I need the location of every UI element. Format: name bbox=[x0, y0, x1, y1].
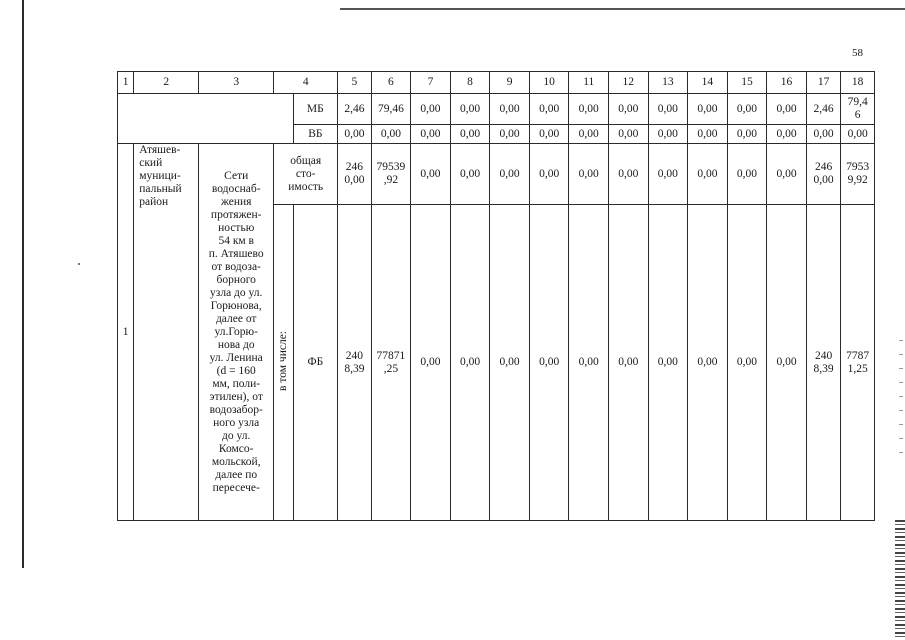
table-cell: 0,00 bbox=[688, 94, 728, 125]
row-label: общая сто- имость bbox=[274, 144, 338, 205]
table-cell: 0,00 bbox=[529, 125, 569, 144]
table-cell: 0,00 bbox=[411, 205, 451, 521]
budget-table bbox=[117, 71, 875, 521]
col-header: 6 bbox=[371, 72, 411, 94]
table-cell: 0,00 bbox=[648, 125, 688, 144]
page-number: 58 bbox=[852, 47, 863, 59]
table-cell: 0,00 bbox=[688, 205, 728, 521]
col-header: 3 bbox=[199, 72, 274, 94]
col-header: 18 bbox=[841, 72, 875, 94]
table-cell: 0,00 bbox=[569, 144, 609, 205]
table-cell: 240 8,39 bbox=[338, 205, 371, 521]
table-cell: 0,00 bbox=[609, 94, 649, 125]
object-description: Сети водоснаб- жения протяжен- ностью 54 км в п. Атяшево от водоза- борного узла до ул. Горюнова, далее от ул.Горю- нова до ул. Ленина (d = 160 мм, поли- этилен), от водозабор- ного узла до ул. Комсо- мольской, далее по пересече- bbox=[199, 144, 274, 521]
scan-top-edge bbox=[340, 8, 905, 10]
table-cell: 7953 9,92 bbox=[841, 144, 875, 205]
table-cell: 0,00 bbox=[609, 205, 649, 521]
table-cell: 246 0,00 bbox=[806, 144, 841, 205]
table-cell: 2,46 bbox=[806, 94, 841, 125]
table-cell: 0,00 bbox=[688, 144, 728, 205]
table-cell: 0,00 bbox=[490, 205, 530, 521]
col-header: 17 bbox=[806, 72, 841, 94]
row-label: МБ bbox=[293, 94, 338, 125]
col-header: 10 bbox=[529, 72, 569, 94]
table-cell: 0,00 bbox=[529, 144, 569, 205]
table-cell: 0,00 bbox=[450, 144, 490, 205]
table-cell: 0,00 bbox=[727, 205, 767, 521]
table-cell: 0,00 bbox=[609, 125, 649, 144]
table-cell: 0,00 bbox=[688, 125, 728, 144]
table-cell: 0,00 bbox=[371, 125, 411, 144]
table-cell: 0,00 bbox=[529, 205, 569, 521]
table-cell: 7787 1,25 bbox=[841, 205, 875, 521]
table-cell: 0,00 bbox=[727, 125, 767, 144]
col-header: 14 bbox=[688, 72, 728, 94]
col-header: 12 bbox=[609, 72, 649, 94]
row-label: ФБ bbox=[293, 205, 338, 521]
table-cell: 240 8,39 bbox=[806, 205, 841, 521]
table-cell: 0,00 bbox=[569, 205, 609, 521]
table-cell: 0,00 bbox=[490, 94, 530, 125]
table-cell: 0,00 bbox=[569, 94, 609, 125]
vertical-text: в том числе: bbox=[276, 330, 289, 391]
table-cell: 0,00 bbox=[767, 125, 807, 144]
table-cell: 246 0,00 bbox=[338, 144, 371, 205]
col-header: 13 bbox=[648, 72, 688, 94]
table-cell: 0,00 bbox=[529, 94, 569, 125]
table-cell: 79,46 bbox=[371, 94, 411, 125]
col-header: 15 bbox=[727, 72, 767, 94]
col-header: 7 bbox=[411, 72, 451, 94]
table-cell: 77871 ,25 bbox=[371, 205, 411, 521]
table-cell: 2,46 bbox=[338, 94, 371, 125]
table-cell: 0,00 bbox=[727, 94, 767, 125]
scan-speck bbox=[78, 263, 80, 265]
table-cell: 0,00 bbox=[609, 144, 649, 205]
table-cell: 0,00 bbox=[648, 94, 688, 125]
table-cell: 0,00 bbox=[767, 94, 807, 125]
table-cell: 0,00 bbox=[727, 144, 767, 205]
table-cell: 0,00 bbox=[338, 125, 371, 144]
table-cell: 0,00 bbox=[450, 125, 490, 144]
table-cell: 0,00 bbox=[806, 125, 841, 144]
table-cell: 0,00 bbox=[841, 125, 875, 144]
col-header: 8 bbox=[450, 72, 490, 94]
scan-right-edge-noise bbox=[895, 520, 905, 640]
table-cell: 0,00 bbox=[648, 144, 688, 205]
district-name: Атяшев- ский муници- пальный район bbox=[134, 144, 199, 521]
table-cell: 0,00 bbox=[490, 144, 530, 205]
col-header: 4 bbox=[274, 72, 338, 94]
table-cell: 0,00 bbox=[767, 205, 807, 521]
including-vertical-label bbox=[274, 205, 293, 521]
table-row-total bbox=[118, 144, 875, 205]
table-cell: 0,00 bbox=[411, 94, 451, 125]
table-cell: 79539 ,92 bbox=[371, 144, 411, 205]
col-header: 1 bbox=[118, 72, 134, 94]
col-header: 2 bbox=[134, 72, 199, 94]
table-cell: 0,00 bbox=[648, 205, 688, 521]
col-header: 9 bbox=[490, 72, 530, 94]
table-cell: 0,00 bbox=[569, 125, 609, 144]
table-cell: 0,00 bbox=[450, 205, 490, 521]
row-label: ВБ bbox=[293, 125, 338, 144]
table-cell: 0,00 bbox=[490, 125, 530, 144]
table-row-mb bbox=[118, 94, 875, 125]
col-header: 5 bbox=[338, 72, 371, 94]
table-cell: 79,4 6 bbox=[841, 94, 875, 125]
table-cell: 0,00 bbox=[411, 125, 451, 144]
empty-merged-cell bbox=[118, 94, 294, 144]
col-header: 16 bbox=[767, 72, 807, 94]
table-cell: 0,00 bbox=[767, 144, 807, 205]
col-header: 11 bbox=[569, 72, 609, 94]
scan-left-edge bbox=[22, 0, 24, 568]
header-row bbox=[118, 72, 875, 94]
table-cell: 0,00 bbox=[411, 144, 451, 205]
table-cell: 0,00 bbox=[450, 94, 490, 125]
row-number: 1 bbox=[118, 144, 134, 521]
scan-right-edge-dots bbox=[899, 340, 903, 460]
